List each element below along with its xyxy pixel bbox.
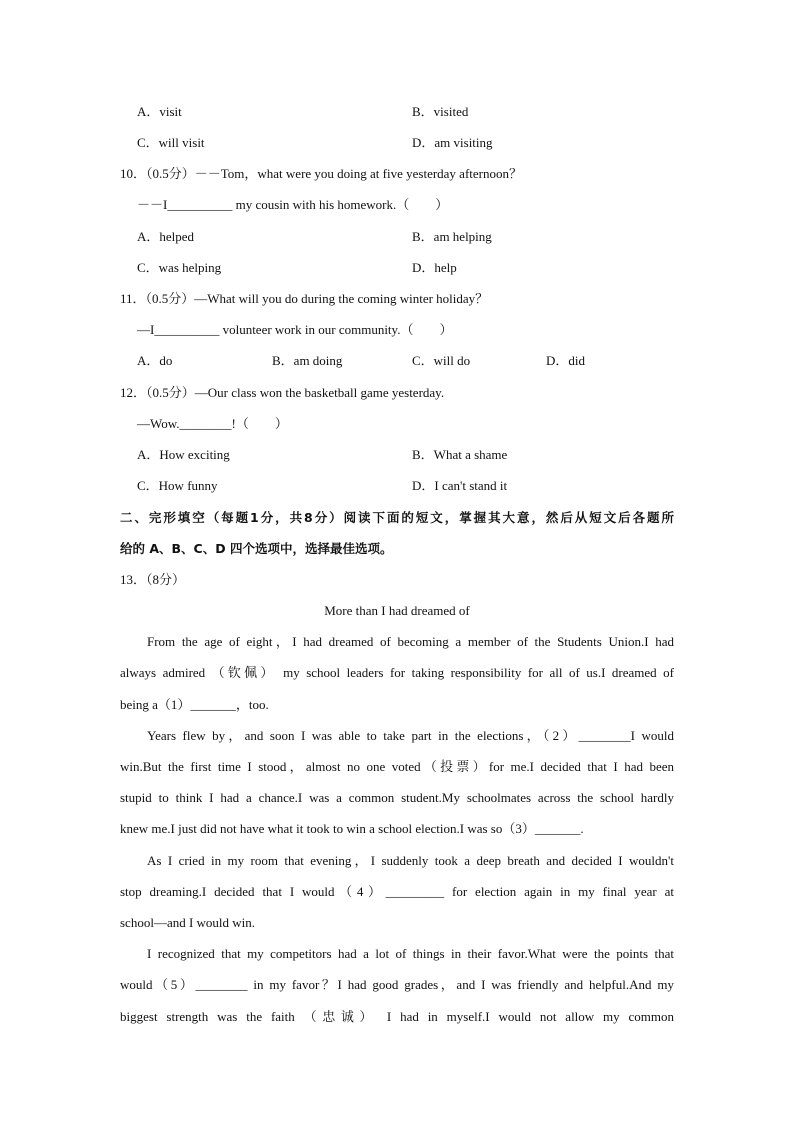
passage-line-8: As I cried in my room that evening，I suddenly took a deep breath and decided I wouldn't bbox=[147, 853, 674, 868]
section2-heading-line2: 给的 A、B、C、D 四个选项中，选择最佳选项。 bbox=[120, 541, 393, 556]
q10-option-d: D．help bbox=[412, 260, 457, 275]
q9-option-a: A．visit bbox=[137, 104, 182, 119]
q12-option-c: C．How funny bbox=[137, 478, 218, 493]
q12-line2: —Wow.________!（ ） bbox=[137, 416, 288, 431]
q11-stem: 11．（0.5分）—What will you do during the coming winter holiday？ bbox=[120, 291, 489, 306]
q11-option-d: D．did bbox=[546, 353, 586, 368]
q12-option-d: D．I can't stand it bbox=[412, 478, 508, 493]
q11-option-c: C．will do bbox=[412, 353, 471, 368]
passage-line-13: biggest strength was the faith （忠诚） I had in myself.I would not allow my common bbox=[120, 1009, 674, 1024]
passage-line-1: From the age of eight，I had dreamed of becoming a member of the Students Union.I had bbox=[147, 634, 674, 649]
passage-title: More than I had dreamed of bbox=[324, 603, 470, 618]
passage-line-9: stop dreaming.I decided that I would（4）_________ for election again in my final year at bbox=[120, 884, 674, 899]
q10-stem: 10．（0.5分）－－Tom，what were you doing at five yesterday afternoon？ bbox=[120, 166, 522, 181]
q9-option-d: D．am visiting bbox=[412, 135, 493, 150]
q10-option-a: A．helped bbox=[137, 229, 195, 244]
q10-line2: －－I__________ my cousin with his homework.（ ） bbox=[137, 197, 449, 212]
q11-option-a: A．do bbox=[137, 353, 173, 368]
q12-stem: 12．（0.5分）—Our class won the basketball game yesterday. bbox=[120, 385, 445, 400]
q9-option-b: B．visited bbox=[412, 104, 469, 119]
q9-option-c: C．will visit bbox=[137, 135, 205, 150]
q12-option-b: B．What a shame bbox=[412, 447, 508, 462]
passage-line-7: knew me.I just did not have what it took to win a school election.I was so（3）_______. bbox=[120, 821, 584, 836]
q12-option-a: A．How exciting bbox=[137, 447, 230, 462]
passage-line-4: Years flew by，and soon I was able to take part in the elections，（2）________I would bbox=[147, 728, 674, 743]
passage-line-11: I recognized that my competitors had a lot of things in their favor.What were the points that bbox=[147, 946, 674, 961]
q11-option-b: B．am doing bbox=[272, 353, 343, 368]
q10-option-b: B．am helping bbox=[412, 229, 492, 244]
passage-line-10: school—and I would win. bbox=[120, 915, 256, 930]
passage-line-2: always admired （钦佩） my school leaders for taking responsibility for all of us.I dreamed of bbox=[120, 665, 674, 680]
section2-heading-line1: 二、完形填空（每题1分，共8分）阅读下面的短文，掌握其大意，然后从短文后各题所 bbox=[120, 510, 674, 525]
passage-line-12: would（5）________ in my favor？I had good grades，and I was friendly and helpful.And my bbox=[120, 977, 674, 992]
passage-line-5: win.But the first time I stood，almost no one voted（投票）for me.I decided that I had been bbox=[120, 759, 674, 774]
passage-line-3: being a（1）_______，too. bbox=[120, 697, 269, 712]
q11-line2: —I__________ volunteer work in our community.（ ） bbox=[137, 322, 453, 337]
q13-stem: 13．（8分） bbox=[120, 572, 186, 587]
q10-option-c: C．was helping bbox=[137, 260, 222, 275]
passage-line-6: stupid to think I had a chance.I was a common student.My schoolmates across the school hardly bbox=[120, 790, 674, 805]
